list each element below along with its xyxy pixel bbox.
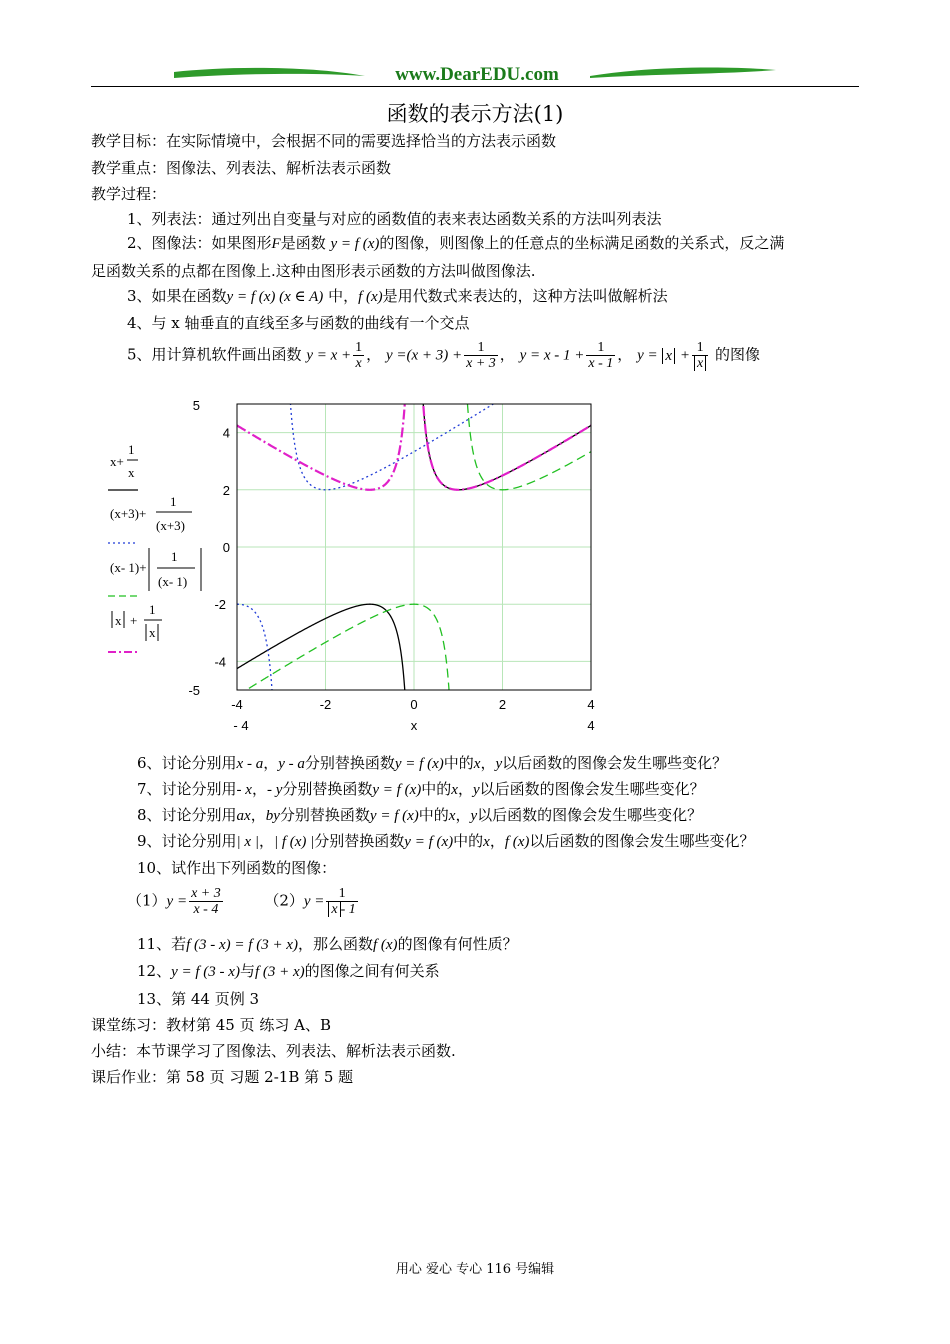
logo-text: www.DearEDU.com — [395, 64, 559, 85]
item-5: 5、用计算机软件画出函数 y = x + $\frac{1}{x}$ ， y =(x + 3) + $\frac{1}{x + 3}$ ， y = x - 1 + $\frac{1}{x - 1}$ ， y = x + $\frac{1}{x}$ 的图像 — [127, 340, 760, 371]
page-title: 函数的表示方法(1) — [386, 102, 564, 126]
x-tick-label: -4 — [231, 697, 243, 712]
legend-2-pre: (x+3)+ — [110, 506, 147, 521]
x-range-max: 4 — [587, 718, 595, 733]
legend-3-pre: (x- 1)+ — [110, 560, 147, 575]
item-10: 10、试作出下列函数的图像： — [137, 859, 337, 877]
legend-3-num: 1 — [171, 549, 178, 564]
header-rule — [91, 86, 859, 87]
y-tick-label: 5 — [192, 398, 200, 413]
item-13: 13、第 44 页例 3 — [137, 990, 260, 1008]
item-3: 3、如果在函数y = f (x) (x ∈ A) 中，f (x)是用代数式来表达的，这种方法叫做解析法 — [127, 287, 668, 305]
math-cond: y = f (x) (x ∈ A) — [226, 289, 324, 305]
y-tick-label: 4 — [222, 425, 230, 441]
math-yfx: y = f (x) — [330, 236, 380, 252]
item-1: 1、列表法：通过列出自变量与对应的函数值的表来表达函数关系的方法叫列表法 — [127, 210, 662, 228]
y-tick-label: 0 — [222, 540, 230, 555]
chart-ticks — [188, 398, 594, 733]
item-7: 7、讨论分别用- x，- y分别替换函数y = f (x)中的x，y以后函数的图像会发生哪些变化？ — [137, 780, 705, 798]
x-tick-label: 0 — [410, 697, 418, 712]
math-F: F — [271, 236, 281, 252]
item-9: 9、讨论分别用| x |，| f (x) |分别替换函数y = f (x)中的x，f (x)以后函数的图像会发生哪些变化？ — [137, 832, 755, 850]
practice-line: 课堂练习：教材第 45 页 练习 A、B — [91, 1016, 332, 1034]
legend-4-plus: + — [130, 613, 138, 628]
legend-4-x: x — [115, 613, 122, 628]
item-4: 4、与 x 轴垂直的直线至多与函数的曲线有一个交点 — [127, 314, 470, 332]
legend-1-den: x — [128, 465, 135, 480]
y-tick-label: -5 — [188, 683, 200, 698]
item-2-cont: 足函数关系的点都在图像上.这种由图形表示函数的方法叫做图像法. — [91, 262, 536, 280]
y-tick-label: -2 — [214, 597, 226, 613]
x-tick-label: 2 — [498, 697, 507, 712]
process-line: 教学过程： — [91, 185, 167, 203]
summary-line: 小结：本节课学习了图像法、列表法、解析法表示函数. — [91, 1042, 456, 1060]
x-axis-label: x — [410, 718, 418, 733]
function-chart — [100, 398, 610, 743]
item-10-formulas: （1）y = $\frac{x + 3}{x - 4}$ （2）y = $\frac{1}{x - 1}$ — [127, 886, 356, 917]
math-fx: f (x) — [358, 289, 383, 305]
chart-grid — [237, 404, 591, 690]
legend — [108, 442, 201, 652]
x-range-min: - 4 — [233, 718, 249, 733]
x-tick-label: 4 — [587, 697, 595, 712]
legend-1-num: 1 — [128, 442, 135, 457]
footer: 用心 爱心 专心 116 号编辑 — [395, 1262, 555, 1277]
legend-3-den: (x- 1) — [158, 574, 188, 589]
key-line: 教学重点：图像法、列表法、解析法表示函数 — [91, 159, 392, 177]
homework-line: 课后作业：第 58 页 习题 2-1B 第 5 题 — [91, 1068, 354, 1086]
item-2: 2、图像法：如果图形F是函数 y = f (x)的图像，则图像上的任意点的坐标满足函数的关系式，反之满 — [127, 234, 785, 252]
item-12: 12、y = f (3 - x)与f (3 + x)的图像之间有何关系 — [137, 962, 440, 980]
y-tick-label: 2 — [222, 482, 230, 498]
item-6: 6、讨论分别用x - a，y - a分别替换函数y = f (x)中的x，y以后函数的图像会发生哪些变化？ — [137, 754, 728, 772]
legend-2-den: (x+3) — [156, 518, 185, 533]
legend-1-pre: x+ — [110, 454, 124, 469]
x-tick-label: -2 — [319, 697, 332, 712]
legend-4-den: x — [149, 625, 156, 640]
y-tick-label: -4 — [214, 654, 226, 670]
header-logo — [170, 62, 780, 86]
legend-2-num: 1 — [170, 494, 177, 509]
item-11: 11、若f (3 - x) = f (3 + x)，那么函数f (x)的图像有何性质？ — [137, 935, 518, 953]
legend-4-num: 1 — [149, 602, 156, 617]
item-8: 8、讨论分别用ax，by分别替换函数y = f (x)中的x，y以后函数的图像会发生哪些变化？ — [137, 806, 703, 824]
goal-line: 教学目标：在实际情境中，会根据不同的需要选择恰当的方法表示函数 — [91, 132, 557, 150]
